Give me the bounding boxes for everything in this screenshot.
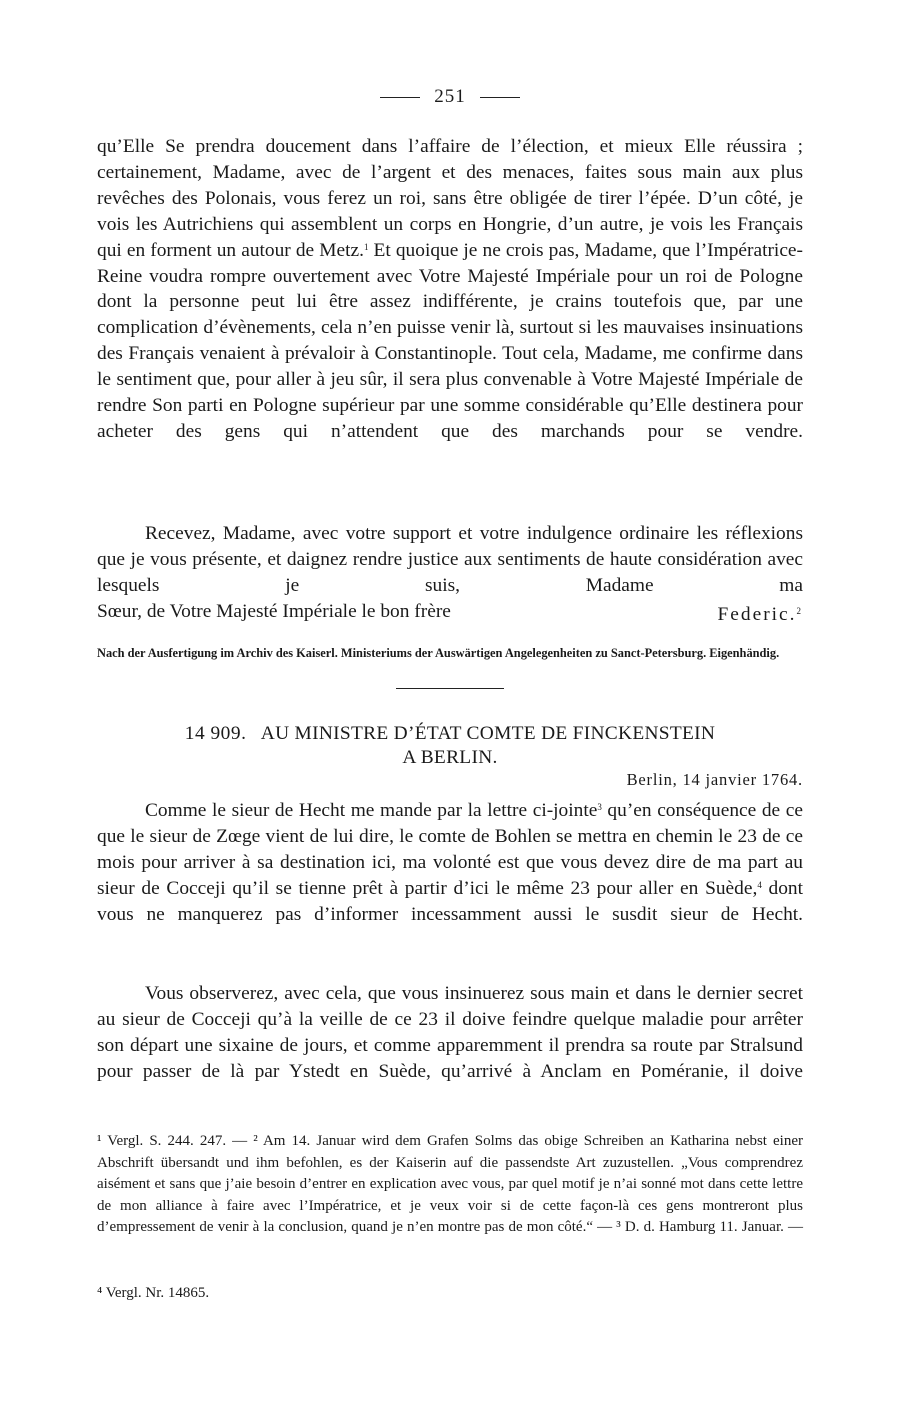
letter1-closing: Sœur, de Votre Majesté Impériale le bon frère	[97, 601, 451, 622]
letter2-heading-line-1	[97, 722, 803, 746]
letter2-title-line-2: A BERLIN.	[402, 747, 498, 768]
letter2-dateline: Berlin, 14 janvier 1764.	[626, 770, 803, 789]
footnote-ref-1: 1	[363, 241, 369, 252]
letter1-body-paragraph-2: Recevez, Madame, avec votre support et votre indulgence ordinaire les réflexions que je vous présente, et daignez rendre justice aux sentiments de haute considération avec lesquels je suis, Madame ma	[97, 523, 803, 596]
letter1-body-paragraph-1: qu’Elle Se prendra doucement dans l’affaire de l’élection, et mieux Elle réussira ; certainement, Madame, avec de l’argent et des menaces, faites sous main aux plus revêches des Polonais, vous ferez un roi, sans être obligée de tirer l’épée. D’un côté, je vois les Autrichiens qui assemblent un corps en Hongrie, d’un autre, je vois les Français qui en forment un autour de Metz.$^1$ Et quoique je ne crois pas, Madame, que l’Impératrice-Reine voudra rompre ouvertement avec Votre Majesté Impériale pour un roi de Pologne dont la personne peut lui être assez indifférente, je crains toutefois que, par une complication d’évènements, cela n’en puisse venir là, surtout si les mauvaises insinuations des Français venaient à prévaloir à Constantinople. Tout cela, Madame, me confirme dans le sentiment que, pour aller à jeu sûr, il sera plus convenable à Votre Majesté Impériale de rendre Son parti en Pologne supérieur par une somme considérable qu’Elle destinera pour acheter des gens qui n’attendent que des marchands pour se vendre.	[97, 136, 803, 442]
footnote-4: ⁴ Vergl. Nr. 14865.	[97, 1285, 210, 1301]
section-divider	[396, 688, 504, 689]
letter1-signature: Federic.$^2$	[717, 604, 803, 625]
footnotes: ¹ Vergl. S. 244. 247. — ² Am 14. Januar wird dem Grafen Solms das obige Schreiben an Katharina nebst einer Abschrift übersandt und ihm befohlen, es der Kaiserin auf die passendste Art zuzustellen. „Vous comprendrez aisément et sans que j’aie besoin d’entrer en explication avec vous, par quel motif je n’ai sonné mot dans cette lettre de mon alliance à faire avec l’Impératrice, et je veux voir si de cette façon-là ces gens montreront plus d’empressement de venir à la conclusion, quand je n’en montre pas de mon côté.“ — ³ D. d. Hamburg 11. Januar. —	[97, 1133, 803, 1236]
page-number: 251	[0, 86, 900, 108]
footnote-ref-4: 4	[757, 879, 762, 890]
letter1-source-note: Nach der Ausfertigung im Archiv des Kaiserl. Ministeriums der Auswärtigen Angelegenheiten zu Sanct-Petersburg. Eigenhändig.	[97, 646, 780, 661]
letter2-body-paragraph-1: Comme le sieur de Hecht me mande par la lettre ci-jointe$^3$ qu’en conséquence de ce que le sieur de Zœge vient de lui dire, le comte de Bohlen se mettra en chemin le 23 de ce mois pour arriver à sa destination ici, ma volonté est que vous devez dire de ma part au sieur de Cocceji qu’il se tienne prêt à partir d’ici le même 23 pour aller en Suède,$^4$ dont vous ne manquerez pas d’informer incessamment aussi le susdit sieur de Hecht.	[97, 800, 803, 925]
footnote-ref-3: 3	[597, 802, 602, 812]
letter2-title-line-1: AU MINISTRE D’ÉTAT COMTE DE FINCKENSTEIN	[260, 723, 716, 744]
letter2-number: 14 909.	[184, 723, 247, 744]
letter2-heading	[97, 722, 803, 770]
page-number-dash-left	[380, 97, 420, 98]
letter1-closing-line	[97, 599, 803, 625]
page-number-dash-right	[480, 97, 520, 98]
letter2-body-paragraph-2: Vous observerez, avec cela, que vous insinuerez sous main et dans le dernier secret au sieur de Cocceji qu’à la veille de ce 23 il doive feindre quelque maladie pour arrêter son départ une sixaine de jours, et comme apparemment il prendra sa route par Stralsund pour passer de là par Ystedt en Suède, qu’arrivé à Anclam en Poméranie, il doive	[97, 983, 803, 1082]
footnote-ref-2: 2	[796, 606, 803, 616]
